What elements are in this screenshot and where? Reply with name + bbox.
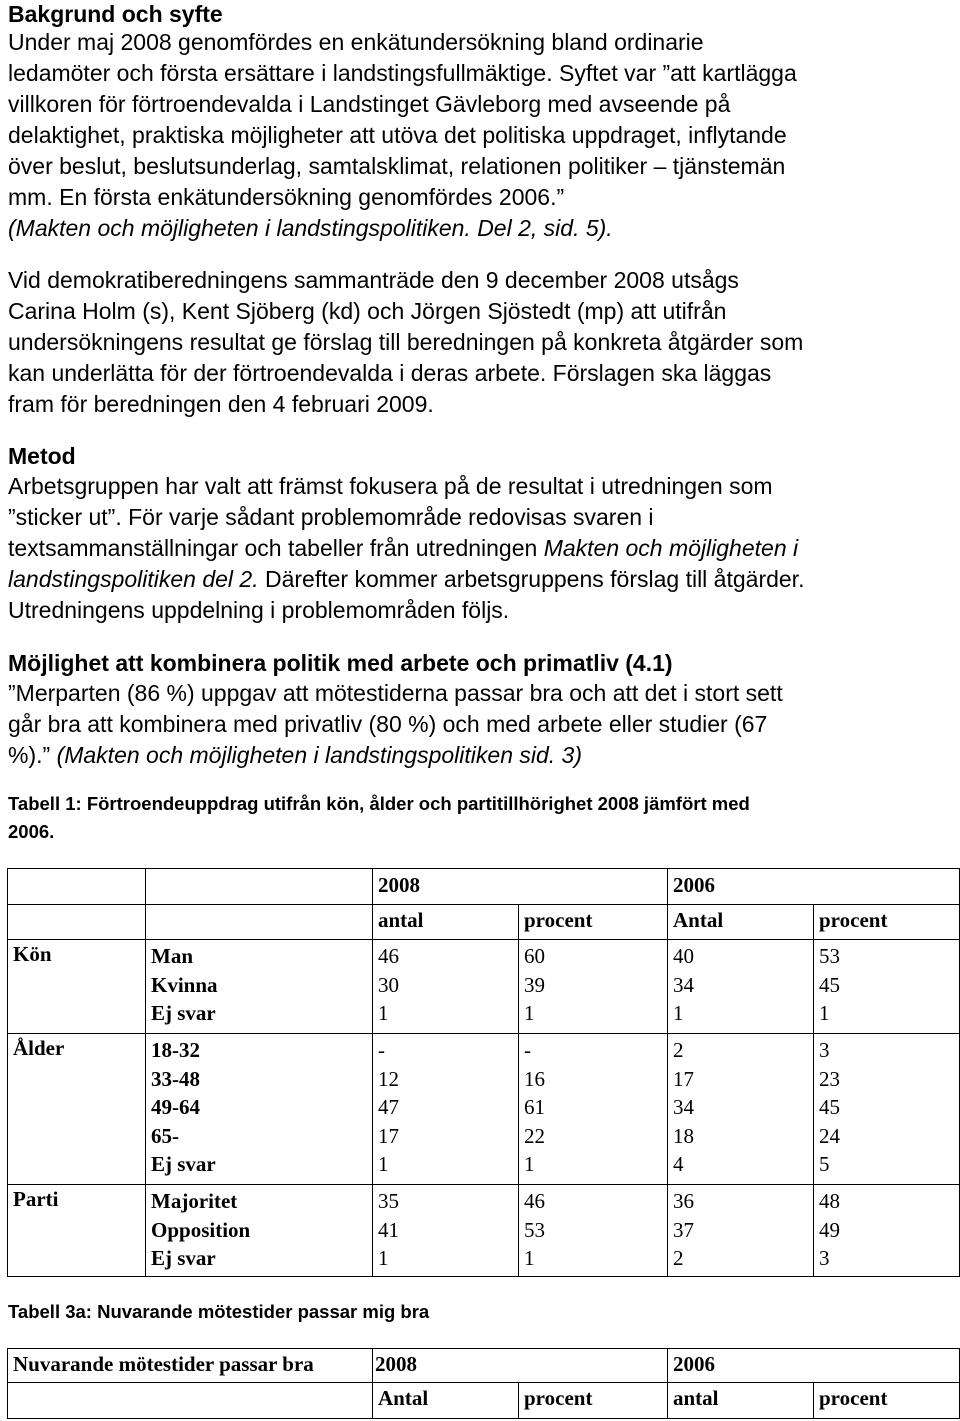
value: 34 xyxy=(673,972,694,997)
value: 48 xyxy=(819,1189,840,1213)
value: 45 xyxy=(819,1095,840,1120)
value: 2 xyxy=(673,1246,684,1271)
table3a-subheader: antal xyxy=(668,1383,814,1419)
table3a-caption: Tabell 3a: Nuvarande mötestider passar mig bra xyxy=(8,1301,430,1322)
table3a-year-2008: 2008 xyxy=(373,1349,668,1383)
value: 12 xyxy=(378,1066,399,1091)
value: 34 xyxy=(673,1095,694,1120)
table1-values xyxy=(373,940,519,1034)
text-line: ledamöter och första ersättare i landstingsfullmäktige. Syftet var ”att kartlägga xyxy=(8,60,797,86)
text-line: Carina Holm (s), Kent Sjöberg (kd) och Jörgen Sjöstedt (mp) att utifrån xyxy=(8,298,727,324)
table1-categories xyxy=(146,1185,373,1277)
category: 65- xyxy=(151,1123,179,1148)
text-span: %).” xyxy=(8,742,57,768)
value: 1 xyxy=(378,1152,389,1177)
value: 39 xyxy=(524,972,545,997)
value: 46 xyxy=(524,1189,545,1213)
category: Ej svar xyxy=(151,1246,216,1271)
text-line: fram för beredningen den 4 februari 2009. xyxy=(8,391,434,417)
table3a-subheader: Antal xyxy=(373,1383,519,1419)
table1-header-years xyxy=(8,869,960,905)
text-line: mm. En första enkätundersökning genomfördes 2006.” xyxy=(8,184,565,210)
text-line: villkoren för förtroendevalda i Landstinget Gävleborg med avseende på xyxy=(8,91,731,117)
citation: (Makten och möjligheten i landstingspolitiken. Del 2, sid. 5). xyxy=(8,215,613,241)
text-line: Vid demokratiberedningens sammanträde den 9 december 2008 utsågs xyxy=(8,267,739,293)
value: 30 xyxy=(378,972,399,997)
table1-values xyxy=(668,1034,814,1185)
text-line: går bra att kombinera med privatliv (80 %) och med arbete eller studier (67 xyxy=(8,711,768,737)
table1-values xyxy=(519,940,668,1034)
table3a-header-years xyxy=(8,1349,960,1383)
value: 49 xyxy=(819,1217,840,1242)
table1-empty-cell xyxy=(8,869,146,905)
value: 2 xyxy=(673,1038,684,1062)
table1-row-alder xyxy=(8,1034,960,1185)
value: 1 xyxy=(378,1246,389,1271)
value: 1 xyxy=(673,1001,684,1026)
value: 53 xyxy=(819,944,840,968)
value: - xyxy=(524,1038,531,1062)
text-line: kan underlätta för der förtroendevalda i deras arbete. Förslagen ska läggas xyxy=(8,360,772,386)
category: 33-48 xyxy=(151,1066,200,1091)
table1-values xyxy=(519,1185,668,1277)
table3a xyxy=(7,1348,960,1419)
value: 4 xyxy=(673,1152,684,1177)
text-line: undersökningens resultat ge förslag till beredningen på konkreta åtgärder som xyxy=(8,329,804,355)
value: 46 xyxy=(378,944,399,968)
value: 35 xyxy=(378,1189,399,1213)
table1-values xyxy=(519,1034,668,1185)
text-span: Därefter kommer arbetsgruppens förslag till åtgärder. xyxy=(258,566,805,592)
text-line: Arbetsgruppen har valt att främst fokusera på de resultat i utredningen som xyxy=(8,473,773,499)
value: 16 xyxy=(524,1066,545,1091)
category: 49-64 xyxy=(151,1095,200,1120)
table1-group-label: Kön xyxy=(8,940,146,1034)
text-line: Utredningens uppdelning i problemområden följs. xyxy=(8,597,510,623)
text-line: delaktighet, praktiska möjligheter att utöva det politiska uppdraget, inflytande xyxy=(8,122,787,148)
value: 41 xyxy=(378,1217,399,1242)
category: 18-32 xyxy=(151,1038,200,1062)
value: 1 xyxy=(819,1001,830,1026)
table3a-empty-cell xyxy=(8,1383,373,1419)
paragraph-beredning xyxy=(8,265,952,420)
table1-values xyxy=(814,1034,960,1185)
table1 xyxy=(7,868,960,1277)
value: 3 xyxy=(819,1038,830,1062)
value: 1 xyxy=(524,1152,535,1177)
text-line: ”sticker ut”. För varje sådant problemområde redovisas svaren i xyxy=(8,504,654,530)
table1-values xyxy=(373,1034,519,1185)
text-line xyxy=(8,533,952,564)
table3a-row-label: Nuvarande mötestider passar bra xyxy=(8,1349,373,1383)
table1-categories xyxy=(146,940,373,1034)
category: Majoritet xyxy=(151,1189,238,1213)
paragraph-bakgrund xyxy=(8,27,952,244)
text-line xyxy=(8,564,952,595)
heading-mojlighet: Möjlighet att kombinera politik med arbete och primatliv (4.1) xyxy=(8,650,673,676)
value: 61 xyxy=(524,1095,545,1120)
table1-empty-cell xyxy=(8,905,146,940)
table1-values xyxy=(814,940,960,1034)
value: 47 xyxy=(378,1095,399,1120)
report-title: landstingspolitiken del 2. xyxy=(8,566,259,592)
value: 60 xyxy=(524,944,545,968)
value: 1 xyxy=(524,1246,535,1271)
table3a-subheader: procent xyxy=(814,1383,960,1419)
table1-empty-cell xyxy=(146,905,373,940)
table1-year-2008: 2008 xyxy=(373,869,668,905)
category: Man xyxy=(151,944,193,968)
table1-values xyxy=(668,1185,814,1277)
table1-year-2006: 2006 xyxy=(668,869,960,905)
report-title: Makten och möjligheten i xyxy=(543,535,799,561)
value: 3 xyxy=(819,1246,830,1271)
heading-metod: Metod xyxy=(8,443,76,469)
table1-row-kon xyxy=(8,940,960,1034)
text-line xyxy=(8,740,952,771)
text-line: ”Merparten (86 %) uppgav att mötestiderna passar bra och att det i stort sett xyxy=(8,680,783,706)
table3a-subheader: procent xyxy=(519,1383,668,1419)
table1-caption xyxy=(8,790,952,846)
value: 1 xyxy=(524,1001,535,1026)
text-line: Under maj 2008 genomfördes en enkätundersökning bland ordinarie xyxy=(8,29,704,55)
table1-subheader: antal xyxy=(373,905,519,940)
caption-line: Tabell 1: Förtroendeuppdrag utifrån kön, ålder och partitillhörighet 2008 jämfört med xyxy=(8,793,750,814)
table1-header-units xyxy=(8,905,960,940)
value: 36 xyxy=(673,1189,694,1213)
table1-row-parti xyxy=(8,1185,960,1277)
value: 45 xyxy=(819,972,840,997)
citation: (Makten och möjligheten i landstingspolitiken sid. 3) xyxy=(56,742,583,768)
value: 1 xyxy=(378,1001,389,1026)
value: 18 xyxy=(673,1123,694,1148)
heading-bakgrund: Bakgrund och syfte xyxy=(8,1,223,27)
table1-subheader: Antal xyxy=(668,905,814,940)
category: Kvinna xyxy=(151,972,218,997)
value: - xyxy=(378,1038,385,1062)
category: Ej svar xyxy=(151,1001,216,1026)
paragraph-metod xyxy=(8,471,952,626)
category: Ej svar xyxy=(151,1152,216,1177)
table1-empty-cell xyxy=(146,869,373,905)
value: 37 xyxy=(673,1217,694,1242)
table1-subheader: procent xyxy=(519,905,668,940)
value: 24 xyxy=(819,1123,840,1148)
table1-values xyxy=(373,1185,519,1277)
table1-group-label: Parti xyxy=(8,1185,146,1277)
category: Opposition xyxy=(151,1217,251,1242)
value: 17 xyxy=(378,1123,399,1148)
value: 23 xyxy=(819,1066,840,1091)
table1-group-label: Ålder xyxy=(8,1034,146,1185)
value: 22 xyxy=(524,1123,545,1148)
value: 40 xyxy=(673,944,694,968)
table1-subheader: procent xyxy=(814,905,960,940)
value: 5 xyxy=(819,1152,830,1177)
value: 53 xyxy=(524,1217,545,1242)
table1-categories xyxy=(146,1034,373,1185)
caption-line: 2006. xyxy=(8,821,55,842)
value: 17 xyxy=(673,1066,694,1091)
table3a-year-2006: 2006 xyxy=(668,1349,960,1383)
text-span: textsammanställningar och tabeller från utredningen xyxy=(8,535,544,561)
text-line: över beslut, beslutsunderlag, samtalsklimat, relationen politiker – tjänstemän xyxy=(8,153,786,179)
table3a-header-units xyxy=(8,1383,960,1419)
table1-values xyxy=(668,940,814,1034)
paragraph-mojlighet xyxy=(8,678,952,771)
table1-values xyxy=(814,1185,960,1277)
